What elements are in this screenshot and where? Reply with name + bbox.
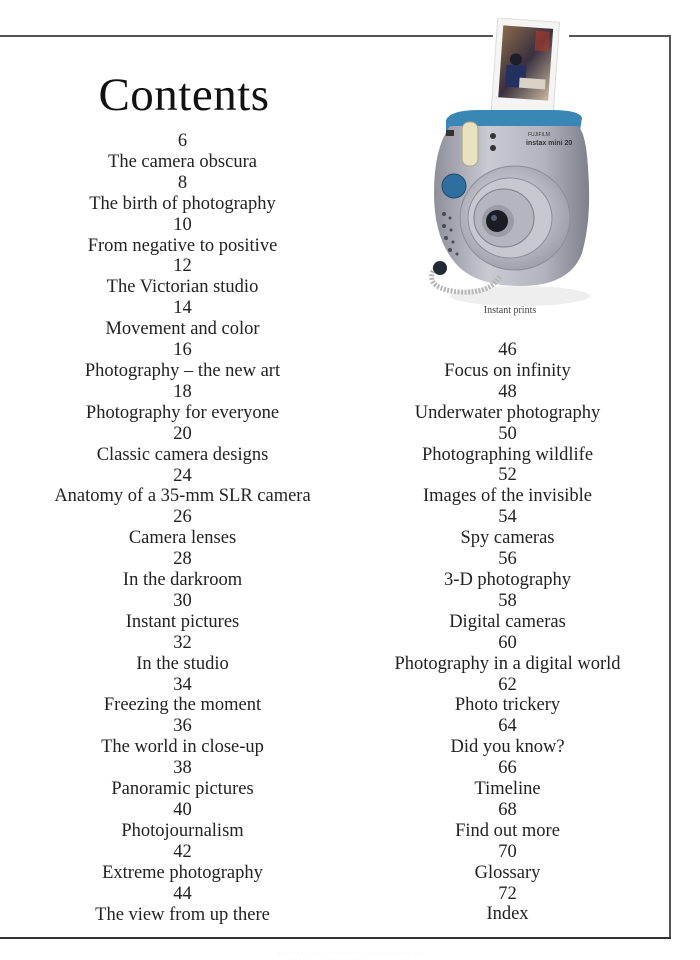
toc-entry-title: Panoramic pictures bbox=[111, 779, 254, 800]
toc-entry-title: The birth of photography bbox=[89, 193, 276, 214]
toc-entry bbox=[25, 591, 340, 633]
toc-entry bbox=[25, 382, 340, 424]
toc-entry-title: Timeline bbox=[474, 779, 541, 800]
toc-page-number: 64 bbox=[498, 716, 517, 737]
toc-page-number: 30 bbox=[173, 590, 192, 611]
toc-entry-title: Index bbox=[486, 904, 529, 925]
toc-entry-title: Focus on infinity bbox=[444, 360, 571, 381]
toc-page-number: 32 bbox=[173, 632, 192, 653]
toc-page-number: 46 bbox=[498, 340, 517, 360]
toc-entry-title: Photographing wildlife bbox=[421, 444, 594, 465]
toc-entry bbox=[365, 549, 650, 591]
toc-page-number: 36 bbox=[173, 716, 192, 737]
toc-entry bbox=[25, 340, 340, 382]
toc-entry bbox=[25, 633, 340, 675]
toc-entry bbox=[25, 424, 340, 466]
toc-entry-title: Classic camera designs bbox=[96, 444, 269, 465]
toc-page-number: 42 bbox=[173, 841, 192, 862]
toc-page-number: 12 bbox=[173, 256, 192, 277]
toc-entry-title: Did you know? bbox=[450, 737, 565, 758]
toc-entry-title: Spy cameras bbox=[460, 528, 555, 549]
toc-page-number: 40 bbox=[173, 800, 192, 820]
toc-entry-title: Images of the invisible bbox=[422, 486, 593, 507]
toc-entry-title: In the darkroom bbox=[122, 570, 243, 591]
toc-entry bbox=[365, 884, 650, 926]
toc-page-number: 72 bbox=[498, 883, 517, 904]
toc-entry bbox=[365, 507, 650, 549]
toc-entry-title: 3-D photography bbox=[444, 569, 571, 590]
toc-entry bbox=[365, 591, 650, 633]
toc-entry-title: The view from up there bbox=[95, 904, 270, 925]
toc-entry bbox=[365, 800, 650, 842]
toc-entry bbox=[25, 131, 340, 173]
toc-page-number: 10 bbox=[173, 214, 192, 235]
toc-entry bbox=[25, 215, 340, 257]
toc-page-number: 58 bbox=[498, 590, 517, 611]
toc-page-number: 24 bbox=[173, 465, 192, 486]
toc-page-number: 38 bbox=[173, 758, 192, 779]
toc-page-number: 60 bbox=[498, 632, 517, 653]
toc-entry-title: Photography for everyone bbox=[85, 402, 280, 423]
toc-page-number: 52 bbox=[498, 465, 517, 486]
toc-page-number: 14 bbox=[173, 298, 192, 319]
copyright-footer: ········ ··· ····· ···· ······· ········ bbox=[278, 949, 422, 958]
toc-page-number: 66 bbox=[498, 758, 517, 779]
toc-entry bbox=[25, 758, 340, 800]
toc-page-number: 44 bbox=[173, 883, 192, 904]
toc-page-number: 8 bbox=[177, 172, 188, 193]
instant-camera-image bbox=[420, 18, 600, 318]
toc-entry bbox=[365, 758, 650, 800]
toc-page-number: 16 bbox=[173, 340, 192, 361]
toc-page-number: 28 bbox=[173, 549, 192, 570]
toc-entry bbox=[25, 298, 340, 340]
frame-right-line bbox=[669, 35, 671, 939]
toc-entry bbox=[365, 842, 650, 884]
toc-entry bbox=[25, 884, 340, 926]
toc-page-number: 26 bbox=[173, 507, 192, 528]
toc-entry-title: Freezing the moment bbox=[103, 695, 262, 716]
toc-entry-title: Glossary bbox=[474, 862, 541, 883]
toc-page-number: 56 bbox=[498, 549, 517, 570]
contents-left-column bbox=[25, 131, 340, 925]
toc-entry bbox=[25, 675, 340, 717]
frame-bottom-line bbox=[0, 937, 671, 939]
toc-page-number: 18 bbox=[173, 381, 192, 402]
toc-entry bbox=[25, 256, 340, 298]
toc-entry-title: From negative to positive bbox=[87, 235, 278, 256]
toc-entry-title: In the studio bbox=[136, 653, 229, 674]
toc-page-number: 62 bbox=[498, 674, 517, 695]
toc-entry bbox=[25, 549, 340, 591]
page-title: Contents bbox=[98, 69, 270, 121]
toc-entry-title: Underwater photography bbox=[414, 402, 601, 423]
toc-entry-title: The Victorian studio bbox=[106, 277, 259, 298]
toc-entry bbox=[25, 716, 340, 758]
toc-entry-title: Anatomy of a 35-mm SLR camera bbox=[54, 486, 311, 507]
svg-text:instax mini 20: instax mini 20 bbox=[526, 140, 573, 147]
toc-entry bbox=[25, 800, 340, 842]
toc-entry-title: Find out more bbox=[455, 820, 560, 841]
toc-entry-title: Extreme photography bbox=[102, 862, 263, 883]
toc-entry bbox=[25, 842, 340, 884]
toc-page-number: 50 bbox=[498, 423, 517, 444]
toc-entry bbox=[365, 633, 650, 675]
toc-page-number: 54 bbox=[498, 507, 517, 528]
toc-entry-title: Camera lenses bbox=[128, 528, 237, 549]
toc-entry-title: Movement and color bbox=[105, 319, 260, 340]
toc-entry bbox=[365, 424, 650, 466]
toc-entry-title: Instant pictures bbox=[125, 611, 240, 632]
toc-page-number: 20 bbox=[173, 423, 192, 444]
toc-entry-title: Photojournalism bbox=[121, 820, 244, 841]
toc-entry-title: Digital cameras bbox=[449, 611, 566, 632]
toc-page-number: 70 bbox=[498, 841, 517, 862]
toc-entry bbox=[365, 340, 650, 382]
toc-entry-title: Photography – the new art bbox=[84, 360, 281, 381]
toc-page-number: 68 bbox=[498, 799, 517, 820]
toc-entry bbox=[365, 382, 650, 424]
toc-entry-title: The camera obscura bbox=[108, 151, 257, 172]
toc-entry bbox=[365, 675, 650, 717]
contents-right-column bbox=[365, 340, 650, 925]
toc-entry-title: Photo trickery bbox=[454, 695, 561, 716]
toc-entry bbox=[365, 716, 650, 758]
toc-entry bbox=[365, 465, 650, 507]
toc-page-number: 48 bbox=[498, 381, 517, 402]
toc-entry bbox=[25, 507, 340, 549]
toc-entry bbox=[25, 173, 340, 215]
toc-entry-title: Photography in a digital world bbox=[394, 653, 621, 674]
toc-page-number: 34 bbox=[173, 674, 192, 695]
toc-page-number: 6 bbox=[177, 131, 188, 151]
toc-entry bbox=[25, 466, 340, 508]
svg-text:FUJIFILM: FUJIFILM bbox=[528, 132, 550, 138]
image-caption: Instant prints bbox=[483, 305, 537, 316]
toc-entry-title: The world in close-up bbox=[101, 737, 264, 758]
